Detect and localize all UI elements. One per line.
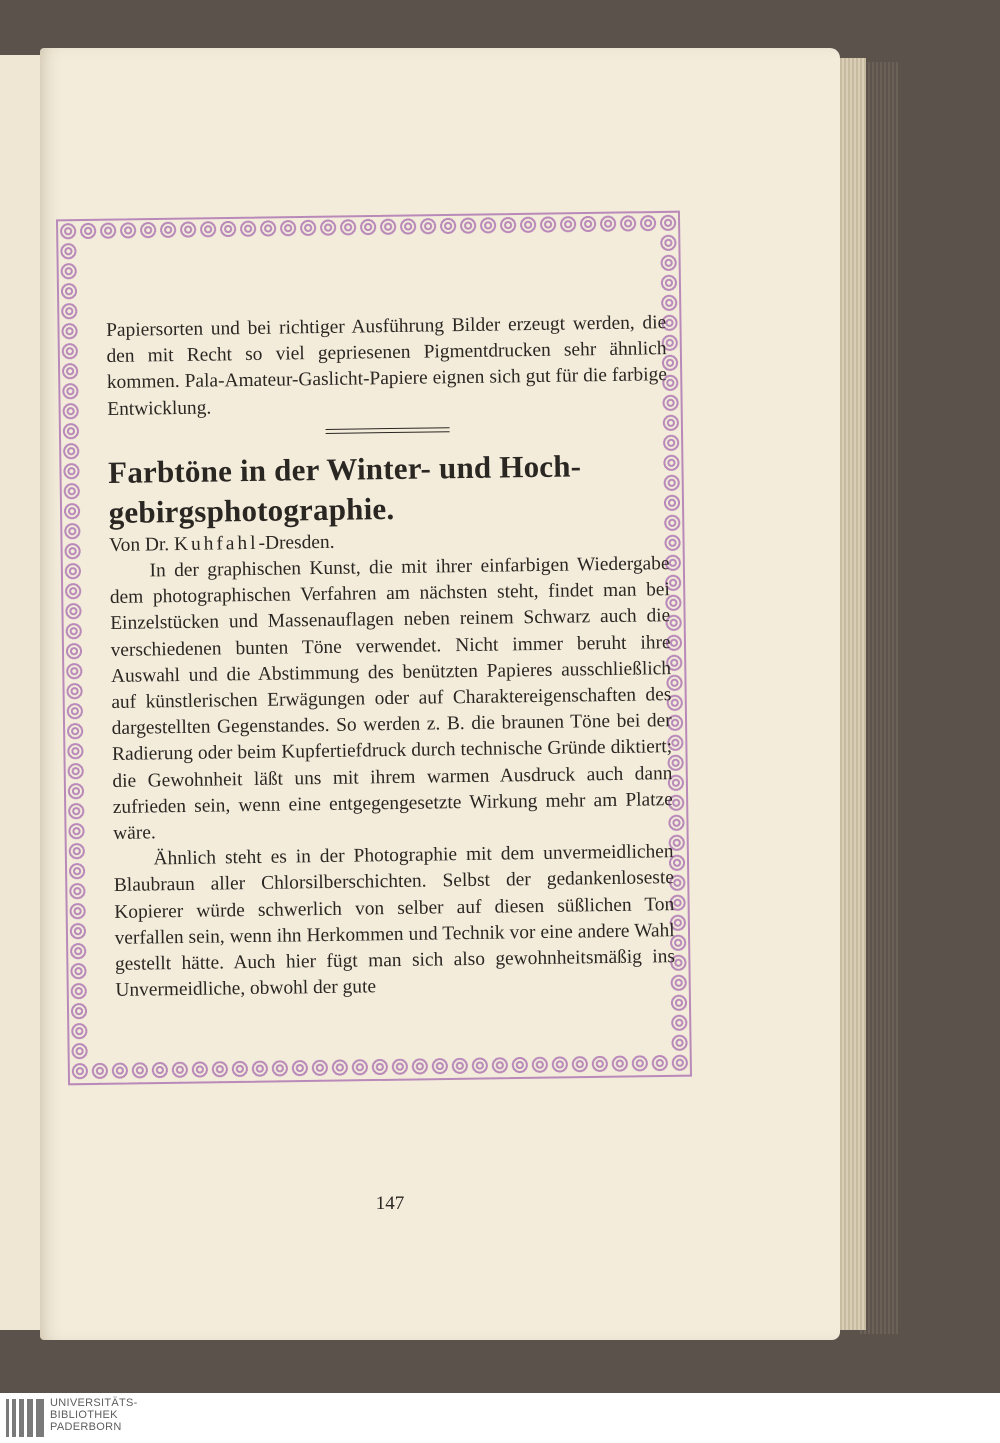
byline-prefix: Von Dr.: [109, 533, 170, 556]
paragraph-body-2: Ähnlich steht es in der Photographie mit dem unvermeidlichen Blaubraun aller Chlorsilberschichten. Selbst der gedankenloseste Kopierer würde schwerlich von selber auf diesen süßlichen Ton verfallen sein, wenn ihn Herkommen und Technik vor eine andere Wahl gestellt hätte. Auch hier fügt man sich also gewohnheitsmäßig ins Unvermeidliche, obwohl der gute: [113, 841, 676, 1002]
library-footer: [0, 1393, 1000, 1443]
article-title: [108, 445, 669, 533]
logo-line-1: UNIVERSITÄTS-: [50, 1397, 138, 1409]
page-number: 147: [375, 1193, 405, 1214]
logo-line-2: BIBLIOTHEK: [50, 1409, 118, 1421]
title-line-2: gebirgsphotographie.: [108, 490, 395, 530]
title-line-1: Farbtöne in der Winter- und Hoch-: [107, 448, 582, 490]
logo-line-3: PADERBORN: [50, 1421, 122, 1433]
library-logo-text: [50, 1397, 138, 1433]
paragraph-body-1: In der graphischen Kunst, die mit ihrer einfarbigen Wiedergabe dem photographischen Verfahren am nächsten steht, findet man bei Einzelstücken und Massenauflagen neben reinem Schwarz auch die verschiedenen bunten Töne verwendet. Nicht immer beruht ihre Auswahl und die Abstimmung des benützten Papieres ausschließlich auf künstlerischen Erwägungen oder auf Charaktereigenschaften des dargestellten Gegenstandes. So werden z. B. die braunen Töne bei der Radierung oder beim Kupfertiefdruck durch technische Gründe diktiert; die Gewohnheit läßt uns mit ihrem warmen Ausdruck auch dann zufrieden sein, wenn eine entgegengesetzte Wirkung mehr am Platze wäre.: [109, 553, 673, 844]
byline-suffix: -Dresden.: [258, 531, 335, 554]
byline-author: Kuhfahl: [173, 532, 259, 555]
library-logo-icon: [6, 1399, 46, 1437]
section-divider: [326, 427, 450, 434]
paragraph-continued: Papiersorten und bei richtiger Ausführung Bilder erzeugt werden, die den mit Recht so viel gepriesenen Pigmentdrucken sehr ähnlich kommen. Pala-Amateur-Gaslicht-Papiere eignen sich gut für die farbige Entwicklung.: [106, 312, 667, 420]
page-text-block: [106, 310, 676, 1004]
